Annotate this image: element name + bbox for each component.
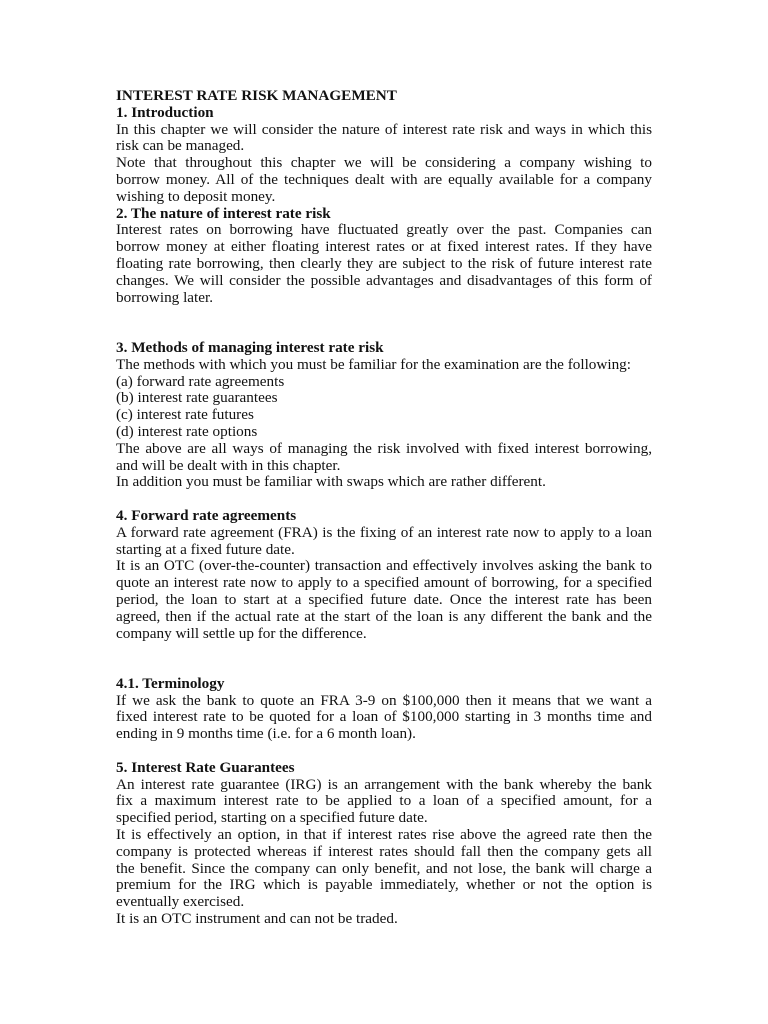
text-line: It is an OTC (over-the-counter) transaction and effectively involves asking the bank to xyxy=(116,557,652,575)
text-line: In addition you must be familiar with swaps which are rather different. xyxy=(116,473,546,491)
text-line: floating rate borrowing, then clearly they are subject to the risk of future interest rate xyxy=(116,254,652,272)
text-line: changes. We will consider the possible advantages and disadvantages of this form of xyxy=(116,271,652,289)
list-item: (c) interest rate futures xyxy=(116,406,254,424)
paragraph xyxy=(116,122,652,156)
text-line: specified period, starting on a specified future date. xyxy=(116,809,428,827)
section-introduction xyxy=(116,105,652,206)
paragraph xyxy=(116,827,652,911)
section-interest-rate-guarantees xyxy=(116,760,652,928)
document-title: INTEREST RATE RISK MANAGEMENT xyxy=(116,87,397,104)
text-line: period, the loan to start at a specified future date. Once the interest rate has been xyxy=(116,590,652,608)
list-item: (d) interest rate options xyxy=(116,422,258,440)
section-methods xyxy=(116,340,652,491)
section-heading: 3. Methods of managing interest rate risk xyxy=(116,338,384,356)
text-line: premium for the IRG which is payable immediately, whether or not the option is xyxy=(116,876,652,894)
paragraph xyxy=(116,155,652,205)
document-body xyxy=(116,88,652,928)
text-line: borrowing later. xyxy=(116,288,214,306)
text-line: The methods with which you must be familiar for the examination are the following: xyxy=(116,355,631,373)
section-heading: 5. Interest Rate Guarantees xyxy=(116,758,295,776)
text-line: It is an OTC instrument and can not be traded. xyxy=(116,910,398,928)
text-line: In this chapter we will consider the nature of interest rate risk and ways in which this xyxy=(116,120,652,138)
text-line: An interest rate guarantee (IRG) is an arrangement with the bank whereby the bank xyxy=(116,775,652,793)
text-line: wishing to deposit money. xyxy=(116,187,276,205)
section-heading: 2. The nature of interest rate risk xyxy=(116,204,331,222)
paragraph xyxy=(116,441,652,475)
text-line: ending in 9 months time (i.e. for a 6 month loan). xyxy=(116,725,416,743)
text-line: It is effectively an option, in that if interest rates rise above the agreed rate then the xyxy=(116,826,652,844)
section-nature-of-risk xyxy=(116,206,652,307)
text-line: company is protected whereas if interest rates should fall then the company gets all xyxy=(116,842,652,860)
text-line: starting at a fixed future date. xyxy=(116,540,295,558)
paragraph xyxy=(116,558,652,642)
text-line: quote an interest rate now to apply to a specified amount of borrowing, for a specified xyxy=(116,574,652,592)
section-terminology xyxy=(116,676,652,743)
text-line: The above are all ways of managing the risk involved with fixed interest borrowing, xyxy=(116,439,652,457)
text-line: fixed interest rate to be quoted for a loan of $100,000 starting in 3 months time and xyxy=(116,708,652,726)
list-item: (a) forward rate agreements xyxy=(116,372,285,390)
paragraph xyxy=(116,777,652,827)
text-line: and will be dealt with in this chapter. xyxy=(116,456,341,474)
text-line: the benefit. Since the company can only benefit, and not lose, the bank will charge a xyxy=(116,859,652,877)
text-line: Note that throughout this chapter we will be considering a company wishing to xyxy=(116,154,652,172)
text-line: Interest rates on borrowing have fluctuated greatly over the past. Companies can xyxy=(116,221,652,239)
text-line: risk can be managed. xyxy=(116,137,245,155)
text-line: borrow money at either floating interest rates or at fixed interest rates. If they have xyxy=(116,238,652,256)
section-heading: 4.1. Terminology xyxy=(116,674,225,692)
section-heading: 4. Forward rate agreements xyxy=(116,506,297,524)
text-line: agreed, then if the actual rate at the start of the loan is any different the bank and the xyxy=(116,607,652,625)
paragraph xyxy=(116,222,652,306)
paragraph xyxy=(116,693,652,743)
text-line: A forward rate agreement (FRA) is the fixing of an interest rate now to apply to a loan xyxy=(116,523,652,541)
section-forward-rate-agreements xyxy=(116,508,652,642)
paragraph xyxy=(116,525,652,559)
text-line: borrow money. All of the techniques dealt with are equally available for a company xyxy=(116,170,652,188)
text-line: eventually exercised. xyxy=(116,893,245,911)
text-line: company will settle up for the difference. xyxy=(116,624,367,642)
section-heading: 1. Introduction xyxy=(116,103,214,121)
list-item: (b) interest rate guarantees xyxy=(116,389,278,407)
text-line: If we ask the bank to quote an FRA 3-9 on $100,000 then it means that we want a xyxy=(116,691,652,709)
text-line: fix a maximum interest rate to be applied to a loan of a specified amount, for a xyxy=(116,792,652,810)
